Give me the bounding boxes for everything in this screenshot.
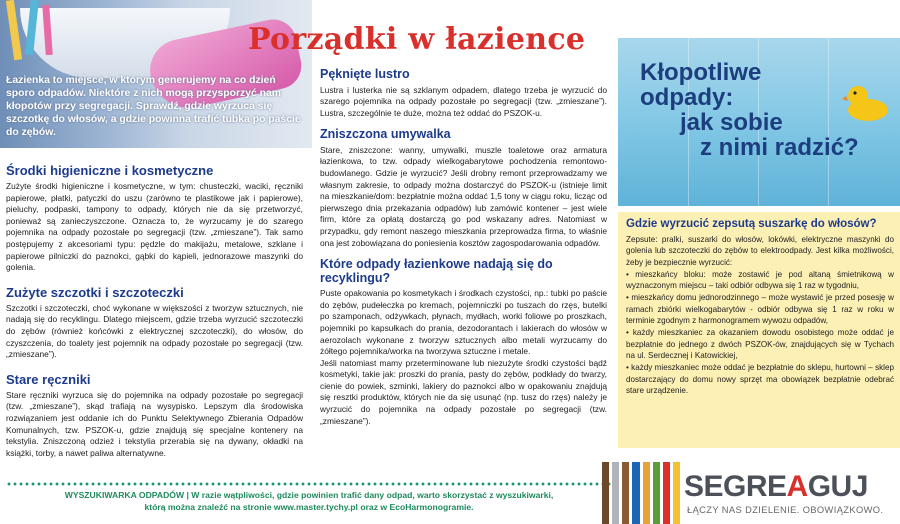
logo-tagline: ŁĄCZY NAS DZIELENIE. OBOWIĄZKOWO. [687,505,884,515]
section-text: Stare, zniszczone: wanny, umywalki, muszle toaletowe oraz armatura łazienkowa, to tzw. odpady wielkogabarytowe pochodzenia remontowo-budowlanego. Gdzie je wyrzucić? Jeśli drobny remont przeprowadzamy we własnym zakresie, to odpady można dostarczyć do PSZOK-u (istnieje limit na mieszkanie/dom: bezpłatnie można oddać 1,5 tony w ciągu roku, licząc od pierwszego dnia przekazania odpadów) lub zamówić kontener – jest wiele firm, które za opłatą dostarczą go pod wskazany adres. Natomiast w przypadku, gdy remont naszego mieszkania przeprowadza firma, to właśnie ona jest zobowiązana do poniesienia kosztów zagospodarowania odpadów. [320,144,607,248]
panel-title-line: Kłopotliwe [640,59,762,86]
section-text: Zużyte środki higieniczne i kosmetyczne, w tym: chusteczki, waciki, ręczniki papierowe, płatki, patyczki do uszu (zarówno te plastikowe jak i papierowe), pieluchy, podpaski, tampony to odpady, których nie da się przetworzyć, ponieważ są zanieczyszczone. Oznacza to, że wyrzucamy je do szarego pojemnika na odpady pozostałe po segregacji (tzw. „zmieszane”). Tak samo postępujemy z akcesoriami typu: pędzle do makijażu, metalowe, szklane i papierowe pilniczki do paznokci, gąbki do kąpieli, jednorazowe maszynki do golenia. [6,181,303,273]
section-heading: Zniszczona umywalka [320,127,451,142]
list-item: • każdy mieszkaniec może oddać je bezpłatnie do sklepu, hurtowni – sklep dostarczający do domu nowy sprzęt ma obowiązek bezpłatnie odebrać stare urządzenie. [626,363,894,395]
section-heading: Stare ręczniki [6,371,91,387]
column-middle [320,68,607,427]
page-title: Porządki w łazience [248,22,586,57]
rubber-duck-icon [842,82,890,122]
footer-note: WYSZUKIWARKA ODPADÓW | W razie wątpliwości, gdzie powinien trafić dany odpad, warto skorzystać z wyszukiwarki, którą można znaleźć na stronie www.master.tychy.pl oraz w EcoHarmonogramie. [64,490,554,512]
section-text: Stare ręczniki wyrzuca się do pojemnika na odpady pozostałe po segregacji (tzw. „zmieszane”), skąd trafiają na wysypisko. Lepszym dla środowiska rozwiązaniem jest oddanie ich do Punktu Selektywnego Zbierania Odpadów Komunalnych, tzw. PSZOK-u, gdzie znajdują się specjalne kontenery na tekstylia. Zniszczoną odzież i tekstylia przerabia się na dywany, okładki na książki, torby, a nawet paliwa alternatywne. [6,389,303,458]
list-item: • mieszkańcy domu jednorodzinnego – może wystawić je przed posesję w ramach zbiórki wielkogabarytów - odbiór odbywa się 1 raz w roku w terminie zgodnym z harmonogramem wywozu odpadów, [626,293,894,326]
section-text: Puste opakowania po kosmetykach i środkach czystości, np.: tubki po paście do zębów, pudełeczka po kremach, pojemniczki po tuszach do rzęs, butelki po szamponach, odżywkach, płynach, mydłach, worki foliowe po proszkach, pojemniki po kapsułkach do prania, dezodorantach i lakierach do włosów w aerozolach wykonane z tworzyw sztucznych albo metali wyrzucamy do żółtego pojemnika/worka na tworzywa sztuczne i metale. [320,288,607,357]
section-heading: Pęknięte lustro [320,67,410,81]
section-text: Zepsute: pralki, suszarki do włosów, lokówki, elektryczne maszynki do golenia lub szczoteczki do zębów to elektroodpady. Jest kilka możliwości, żeby je bezpiecznie wyrzucić: [626,235,894,267]
segregacja-logo: SEGREAGUJ [684,470,868,503]
section-heading: Gdzie wyrzucić zepsutą suszarkę do włosów? [626,218,877,230]
column-right [626,218,894,396]
options-list [626,269,894,396]
list-item: • każdy mieszkaniec za okazaniem dowodu osobistego może oddać je bezpłatnie do jednego z dwóch PSZOK-ów, znajdujących się w Tychach na ul. Serdecznej i Katowickiej, [626,328,894,360]
panel-title-line: z nimi radzić? [700,134,859,161]
footer-text: którą można znaleźć na stronie www.master.tychy.pl oraz w EcoHarmonogramie. [144,502,474,512]
section-text: Lustra i lusterka nie są szklanym odpadem, dlatego trzeba je wyrzucić do szarego pojemnika na odpady pozostałe po segregacji (tzw. „zmieszane”). Lustra, szczególnie te duże, można też oddać do PSZOK-u. [320,84,607,118]
list-item: • mieszkańcy bloku: może zostawić je pod altaną śmietnikową w wyznaczonym miejscu – taki odbiór odbywa się 1 raz w tygodniu, [626,269,894,291]
panel-title-line: jak sobie [680,109,783,136]
section-heading: Zużyte szczotki i szczoteczki [6,284,184,300]
dotted-divider [6,482,612,486]
panel-title-line: odpady: [640,84,734,111]
section-heading: Które odpady łazienkowe nadają się do recyklingu? [320,257,553,285]
section-text: Szczotki i szczoteczki, choć wykonane w większości z tworzyw sztucznych, nie nadają się do recyklingu. Dlatego miejscem, gdzie trzeba wyrzucić szczoteczki do zębów (również końcówki z elektrycznej szczoteczki), do włosów, do czyszczenia, do toalety jest pojemnik na odpady pozostałe po segregacji (tzw. „zmieszane”). [6,302,303,360]
column-left [6,164,303,459]
section-heading: Środki higieniczne i kosmetyczne [6,163,214,178]
footer-text: W razie wątpliwości, gdzie powinien trafić dany odpad, warto skorzystać z wyszukiwarki, [191,490,554,500]
footer-label: WYSZUKIWARKA ODPADÓW [64,490,185,500]
intro-text: Łazienka to miejsce, w którym generujemy na co dzień sporo odpadów. Niektóre z nich mogą przysporzyć nam kłopotów przy segregacji. Sprawdź, gdzie wyrzuca się szczotkę do włosów, a gdzie powinna trafić tubka po paście do zębów. [6,75,301,138]
section-text: Jeśli natomiast mamy przeterminowane lub niezużyte środki czystości bądź kosmetyki, takie jak: proszki do prania, pasty do zębów, podkłady do twarzy, cienie do powiek, szminki, lakiery do paznokci albo w opakowaniu znajdują się resztki produktów, których nie da się usunąć (np. tusz do rzęs) należy je wyrzucić do pojemnika na odpady pozostałe po segregacji (tzw. „zmieszane”). [320,357,607,426]
color-stripes [602,462,680,524]
